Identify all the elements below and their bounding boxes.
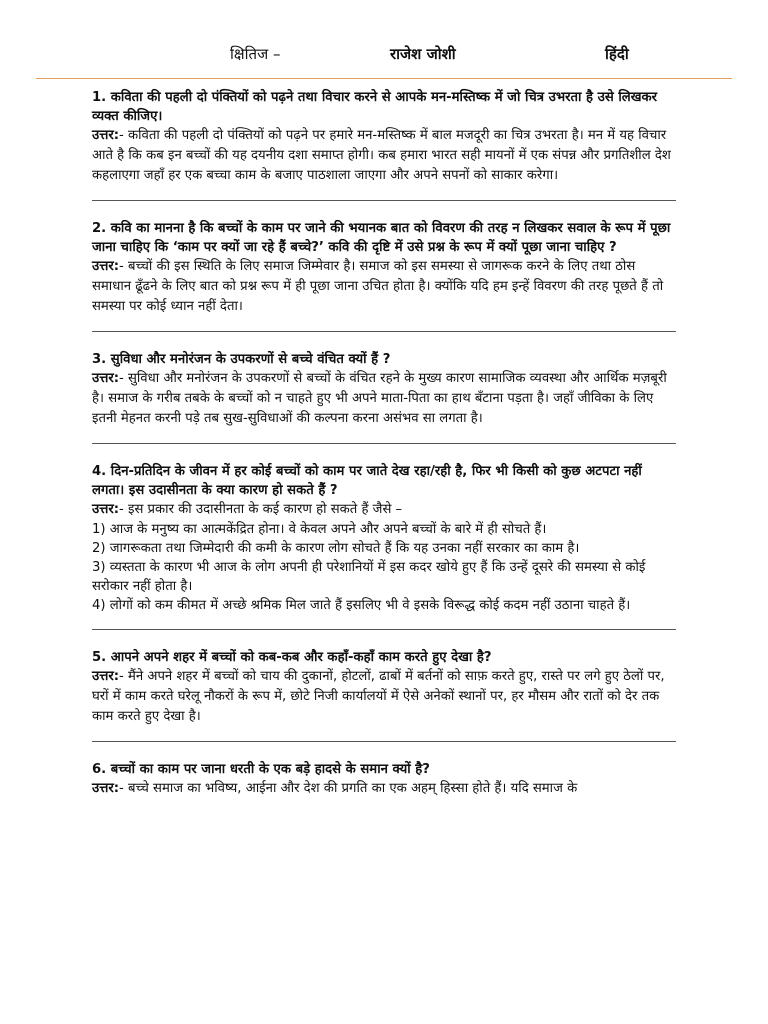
answer: [92, 779, 676, 799]
answer: [92, 369, 676, 429]
answer: [92, 126, 676, 186]
answer-text: - इस प्रकार की उदासीनता के कई कारण हो सकते हैं जैसे –: [119, 502, 403, 517]
answer: [92, 257, 676, 317]
answer-label: उत्तर:: [92, 502, 120, 517]
answer-text: - कविता की पहली दो पंक्तियों को पढ़ने पर हमारे मन-मस्तिष्क में बाल मजदूरी का चित्र उभरता है। मन में यह विचार आते है कि कब इन बच्चों की यह दयनीय दशा समाप्त होगी। कब हमारा भारत सही मायनों में एक संपन्न और प्रगतिशील देश कहलाएगा जहाँ हर एक बच्चा काम के बजाए पाठशाला जाएगा और अपने सपनों को साकार करेगा।: [92, 128, 671, 183]
section-divider: [92, 741, 676, 742]
qa-item: [92, 88, 676, 186]
list-item: 3) व्यस्तता के कारण भी आज के लोग अपनी ही परेशानियों में इस कदर खोये हुए हैं कि उन्हें दूसरे की समस्या से कोई सरोकार नहीं होता है।: [92, 560, 646, 594]
answer-text: - सुविधा और मनोरंजन के उपकरणों से बच्चों के वंचित रहने के मुख्य कारण सामाजिक व्यवस्था और आर्थिक मज़बूरी है। समाज के गरीब तबके के बच्चों को न चाहते हुए भी अपने माता-पिता का हाथ बँटाना पड़ता है। जहाँ जीविका के लिए इतनी मेहनत करनी पड़े तब सुख-सुविधाओं की कल्पना करना असंभव सा लगता है।: [92, 371, 667, 426]
question: 2. कवि का मानना है कि बच्चों के काम पर जाने की भयानक बात को विवरण की तरह न लिखकर सवाल के रूप में पूछा जाना चाहिए कि ‘काम पर क्यों जा रहे हैं बच्चे?’ कवि की दृष्टि में उसे प्रश्न के रूप में क्यों पूछा जाना चाहिए ?: [92, 221, 671, 255]
header-author: राजेश जोशी: [390, 45, 456, 63]
section-divider: [92, 331, 676, 332]
answer-label: उत्तर:: [92, 781, 120, 796]
qa-item: [92, 219, 676, 317]
answer-label: उत्तर:: [92, 669, 120, 684]
section-divider: [92, 443, 676, 444]
question: 6. बच्चों का काम पर जाना धरती के एक बड़े हादसे के समान क्यों है?: [92, 762, 430, 777]
qa-content: [92, 88, 676, 799]
section-divider: [92, 200, 676, 201]
question: 5. आपने अपने शहर में बच्चों को कब-कब और कहाँ-कहाँ काम करते हुए देखा है?: [92, 650, 492, 665]
answer-label: उत्तर:: [92, 259, 120, 274]
question: 3. सुविधा और मनोरंजन के उपकरणों से बच्चे वंचित क्यों हैं ?: [92, 352, 391, 367]
list-item: 1) आज के मनुष्य का आत्मकेंद्रित होना। वे केवल अपने और अपने बच्चों के बारे में ही सोचते हैं।: [92, 522, 547, 537]
header-language: हिंदी: [605, 45, 629, 63]
reason-list: [92, 520, 676, 615]
question: 4. दिन-प्रतिदिन के जीवन में हर कोई बच्चों को काम पर जाते देख रहा/रही है, फिर भी किसी को कुछ अटपटा नहीं लगता। इस उदासीनता के क्या कारण हो सकते हैं ?: [92, 464, 642, 498]
qa-item: [92, 350, 676, 429]
section-divider: [92, 629, 676, 630]
qa-item: [92, 760, 676, 799]
page-header: [0, 40, 768, 70]
question: 1. कविता की पहली दो पंक्तियों को पढ़ने तथा विचार करने से आपके मन-मस्तिष्क में जो चित्र उभरता है उसे लिखकर व्यक्त कीजिए।: [92, 90, 658, 124]
answer-text: - मैंने अपने शहर में बच्चों को चाय की दुकानों, होटलों, ढाबों में बर्तनों को साफ़ करते हुए, रास्ते पर लगे हुए ठेलों पर, घरों में काम करते घरेलू नौकरों के रूप में, छोटे निजी कार्यालयों में ऐसे अनेकों स्थानों पर, हर मौसम और रातों को देर तक काम करते हुए देखा है।: [92, 669, 665, 724]
header-subject: क्षितिज –: [230, 45, 281, 63]
answer-label: उत्तर:: [92, 371, 120, 386]
qa-item: [92, 462, 676, 615]
list-item: 4) लोगों को कम कीमत में अच्छे श्रमिक मिल जाते हैं इसलिए भी वे इसके विरूद्ध कोई कदम नहीं उठाना चाहते हैं।: [92, 598, 631, 613]
answer-text: - बच्चों की इस स्थिति के लिए समाज जिम्मेवार है। समाज को इस समस्या से जागरूक करने के लिए तथा ठोस समाधान ढूँढने के लिए बात को प्रश्न रूप में ही पूछा जाना उचित होता है। क्योंकि यदि हम इन्हें विवरण की तरह पूछते हैं तो समस्या पर कोई ध्यान नहीं देता।: [92, 259, 664, 314]
qa-item: [92, 648, 676, 727]
answer: [92, 500, 676, 520]
header-divider: [36, 78, 732, 79]
answer: [92, 667, 676, 727]
list-item: 2) जागरूकता तथा जिम्मेदारी की कमी के कारण लोग सोचते हैं कि यह उनका नहीं सरकार का काम है।: [92, 541, 580, 556]
answer-text: - बच्चे समाज का भविष्य, आईना और देश की प्रगति का एक अहम् हिस्सा होते हैं। यदि समाज के: [119, 781, 578, 796]
answer-label: उत्तर:: [92, 128, 120, 143]
